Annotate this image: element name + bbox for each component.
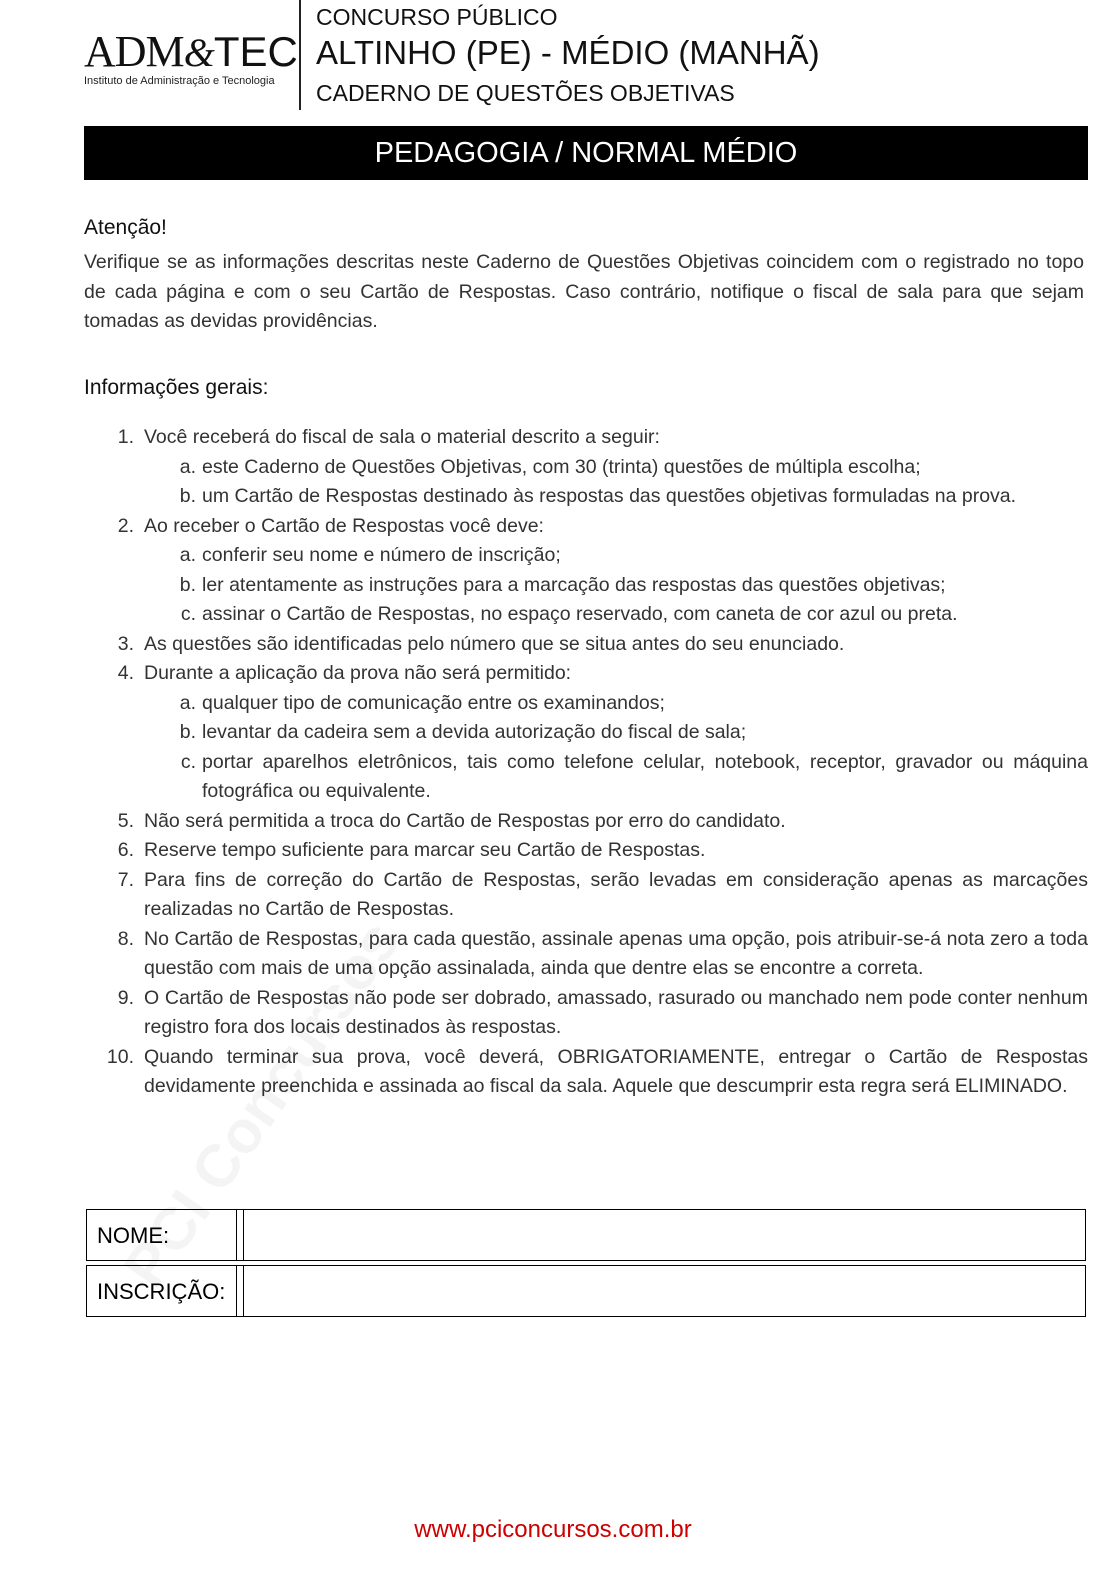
sub-item-text: um Cartão de Respostas destinado às respostas das questões objetivas formuladas na prova. xyxy=(202,485,1017,507)
item-number: 5. xyxy=(117,809,134,832)
list-item xyxy=(84,925,1088,984)
item-number: 7. xyxy=(117,868,134,891)
item-text: Ao receber o Cartão de Respostas você deve: xyxy=(144,514,544,537)
header-divider xyxy=(299,0,301,110)
item-text: Você receberá do fiscal de sala o material descrito a seguir: xyxy=(144,426,660,448)
sub-item-letter: b. xyxy=(179,573,196,596)
name-field[interactable] xyxy=(236,1209,1086,1261)
list-item xyxy=(84,659,1088,689)
sub-item xyxy=(84,718,1088,748)
logo-brand-left: ADM xyxy=(84,27,184,76)
item-text: As questões são identificadas pelo número que se situa antes do seu enunciado. xyxy=(144,632,845,655)
registration-row xyxy=(86,1265,1086,1317)
sub-item-text: levantar da cadeira sem a devida autorização do fiscal de sala; xyxy=(202,721,747,743)
item-number: 6. xyxy=(117,839,134,861)
item-text: O Cartão de Respostas não pode ser dobrado, amassado, rasurado ou manchado nem pode conter nenhum registro fora dos locais destinados às respostas. xyxy=(144,986,1088,1038)
sub-item-letter: a. xyxy=(179,544,196,566)
sub-item xyxy=(84,600,1088,630)
list-item xyxy=(84,866,1088,925)
list-item xyxy=(84,630,1088,660)
attention-text: Verifique se as informações descritas neste Caderno de Questões Objetivas coincidem com o registrado no topo de cada página e com o seu Cartão de Respostas. Caso contrário, notifique o fiscal de sala para que sejam tomadas as devidas providências. xyxy=(84,251,1084,332)
logo-ampersand: & xyxy=(183,30,214,75)
name-label: NOME: xyxy=(86,1209,244,1261)
name-row xyxy=(86,1209,1086,1261)
sub-item-letter: c. xyxy=(180,603,196,625)
header-line3: CADERNO DE QUESTÕES OBJETIVAS xyxy=(316,80,735,106)
admtec-logo xyxy=(84,27,298,88)
header xyxy=(84,0,1088,112)
item-text: Durante a aplicação da prova não será permitido: xyxy=(144,662,572,684)
sub-item xyxy=(84,482,1088,512)
list-item xyxy=(84,423,1088,453)
footer-url[interactable]: www.pciconcursos.com.br xyxy=(414,1516,692,1543)
sub-item-text: assinar o Cartão de Respostas, no espaço reservado, com caneta de cor azul ou preta. xyxy=(202,603,958,625)
sub-item xyxy=(84,748,1088,807)
item-number: 10. xyxy=(106,1045,134,1068)
header-line2: ALTINHO (PE) - MÉDIO (MANHÃ) xyxy=(316,34,820,71)
item-text: No Cartão de Respostas, para cada questão, assinale apenas uma opção, pois atribuir-se-á nota zero a toda questão com mais de uma opção assinalada, ainda que dentre elas se encontre a correta. xyxy=(144,927,1088,979)
sub-item-letter: a. xyxy=(179,691,196,714)
item-text: Quando terminar sua prova, você deverá, OBRIGATORIAMENTE, entregar o Cartão de Respostas devidamente preenchida e assinada ao fiscal da sala. Aquele que descumprir esta regra será ELIMINADO. xyxy=(144,1045,1088,1097)
logo-brand-right: TEC xyxy=(213,28,298,75)
logo-wordmark xyxy=(84,27,298,76)
sub-item xyxy=(84,571,1088,601)
item-number: 4. xyxy=(117,662,134,684)
sub-item-letter: c. xyxy=(180,750,196,773)
item-text: Não será permitida a troca do Cartão de Respostas por erro do candidato. xyxy=(144,809,786,832)
list-item xyxy=(84,984,1088,1043)
sub-item-letter: a. xyxy=(179,455,196,478)
attention-heading: Atenção! xyxy=(84,216,167,239)
registration-label: INSCRIÇÃO: xyxy=(86,1265,244,1317)
sub-item-text: ler atentamente as instruções para a marcação das respostas das questões objetivas; xyxy=(202,573,946,596)
info-heading: Informações gerais: xyxy=(84,376,269,399)
sub-item-text: este Caderno de Questões Objetivas, com 30 (trinta) questões de múltipla escolha; xyxy=(202,455,921,478)
header-line1: CONCURSO PÚBLICO xyxy=(316,4,558,30)
item-text: Reserve tempo suficiente para marcar seu Cartão de Respostas. xyxy=(144,839,706,861)
course-banner: PEDAGOGIA / NORMAL MÉDIO xyxy=(84,126,1088,180)
sub-item-letter: b. xyxy=(179,485,196,507)
candidate-form xyxy=(86,1209,1086,1321)
item-number: 8. xyxy=(117,927,134,950)
registration-field[interactable] xyxy=(236,1265,1086,1317)
sub-item-letter: b. xyxy=(179,721,196,743)
item-number: 2. xyxy=(117,514,134,537)
logo-subtitle: Instituto de Administração e Tecnologia xyxy=(84,75,275,87)
list-item xyxy=(84,807,1088,837)
sub-item xyxy=(84,541,1088,571)
sub-item-text: portar aparelhos eletrônicos, tais como telefone celular, notebook, receptor, gravador ou máquina fotográfica ou equivalente. xyxy=(202,750,1088,802)
sub-item xyxy=(84,453,1088,483)
item-number: 9. xyxy=(117,986,134,1009)
sub-item-text: conferir seu nome e número de inscrição; xyxy=(202,544,561,566)
sub-item-text: qualquer tipo de comunicação entre os examinandos; xyxy=(202,691,665,714)
item-number: 1. xyxy=(117,426,134,448)
item-number: 3. xyxy=(117,632,134,655)
list-item xyxy=(84,836,1088,866)
item-text: Para fins de correção do Cartão de Respostas, serão levadas em consideração apenas as marcações realizadas no Cartão de Respostas. xyxy=(144,868,1088,920)
list-item xyxy=(84,512,1088,542)
instructions-list xyxy=(84,423,1088,1102)
sub-item xyxy=(84,689,1088,719)
